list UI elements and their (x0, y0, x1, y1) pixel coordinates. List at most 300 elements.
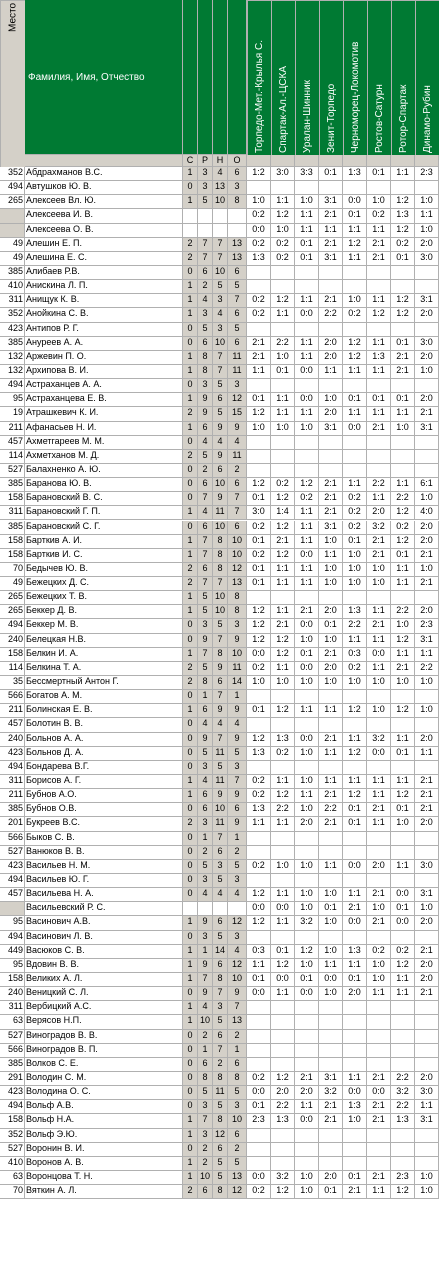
prediction-cell[interactable] (391, 181, 415, 195)
stat-cell[interactable]: 7 (213, 733, 228, 747)
stat-cell[interactable]: 7 (213, 634, 228, 648)
name-cell[interactable]: Атрашкевич К. И. (25, 407, 183, 421)
place-cell[interactable]: 63 (0, 1015, 25, 1029)
stat-cell[interactable]: 11 (228, 365, 247, 379)
name-cell[interactable]: Болотин В. В. (25, 718, 183, 732)
prediction-cell[interactable]: 1:0 (271, 351, 295, 365)
stat-cell[interactable]: 3 (228, 1100, 247, 1114)
prediction-cell[interactable] (367, 761, 391, 775)
prediction-cell[interactable]: 1:2 (391, 195, 415, 209)
stat-cell[interactable]: 10 (228, 648, 247, 662)
prediction-cell[interactable]: 3:1 (415, 1114, 439, 1128)
prediction-cell[interactable]: 0:1 (247, 973, 271, 987)
prediction-cell[interactable]: 1:1 (367, 789, 391, 803)
stat-cell[interactable]: 3 (198, 931, 213, 945)
stat-cell[interactable]: 7 (198, 252, 213, 266)
prediction-cell[interactable]: 2:1 (367, 535, 391, 549)
prediction-cell[interactable]: 1:1 (367, 634, 391, 648)
stat-cell[interactable]: 7 (228, 492, 247, 506)
prediction-cell[interactable] (319, 761, 343, 775)
stat-cell[interactable]: 5 (213, 280, 228, 294)
stat-cell[interactable]: 1 (183, 973, 198, 987)
stat-cell[interactable]: 1 (183, 549, 198, 563)
prediction-cell[interactable]: 2:0 (319, 351, 343, 365)
prediction-cell[interactable]: 2:0 (415, 1072, 439, 1086)
name-cell[interactable]: Беккер М. В. (25, 619, 183, 633)
prediction-cell[interactable] (343, 1157, 367, 1171)
stat-cell[interactable]: 2 (183, 662, 198, 676)
name-cell[interactable]: Ануреев А. А. (25, 337, 183, 351)
prediction-cell[interactable] (319, 591, 343, 605)
prediction-cell[interactable]: 1:2 (391, 308, 415, 322)
prediction-cell[interactable]: 2:1 (295, 605, 319, 619)
prediction-cell[interactable]: 0:1 (391, 803, 415, 817)
prediction-cell[interactable]: 0:1 (391, 252, 415, 266)
prediction-cell[interactable] (367, 323, 391, 337)
name-cell[interactable]: Бедычев Ю. В. (25, 563, 183, 577)
place-cell[interactable]: 132 (0, 365, 25, 379)
prediction-cell[interactable]: 1:1 (343, 224, 367, 238)
prediction-cell[interactable] (415, 280, 439, 294)
prediction-cell[interactable]: 1:0 (247, 676, 271, 690)
prediction-cell[interactable]: 0:3 (343, 648, 367, 662)
stat-cell[interactable]: 15 (228, 407, 247, 421)
prediction-cell[interactable]: 3:3 (295, 167, 319, 181)
place-cell[interactable]: 70 (0, 1185, 25, 1199)
prediction-cell[interactable] (271, 1001, 295, 1015)
name-cell[interactable]: Алексеева О. В. (25, 224, 183, 238)
prediction-cell[interactable]: 1:2 (271, 294, 295, 308)
stat-cell[interactable]: 3 (228, 761, 247, 775)
prediction-cell[interactable]: 1:2 (247, 733, 271, 747)
prediction-cell[interactable] (415, 718, 439, 732)
stat-cell[interactable]: 0 (183, 987, 198, 1001)
stat-cell[interactable]: 7 (228, 1001, 247, 1015)
prediction-cell[interactable] (367, 1044, 391, 1058)
prediction-cell[interactable]: 0:1 (391, 393, 415, 407)
prediction-cell[interactable]: 0:2 (247, 549, 271, 563)
name-cell[interactable]: Больнов А. А. (25, 733, 183, 747)
prediction-cell[interactable]: 1:0 (319, 916, 343, 930)
prediction-cell[interactable]: 1:0 (319, 676, 343, 690)
prediction-cell[interactable]: 1:1 (415, 747, 439, 761)
prediction-cell[interactable]: 1:0 (295, 888, 319, 902)
prediction-cell[interactable]: 1:0 (319, 577, 343, 591)
place-cell[interactable]: 494 (0, 619, 25, 633)
stat-cell[interactable]: 8 (213, 563, 228, 577)
stat-cell[interactable]: 6 (213, 959, 228, 973)
place-cell[interactable]: 494 (0, 379, 25, 393)
place-cell[interactable]: 494 (0, 874, 25, 888)
name-cell[interactable]: Бондарева В.Г. (25, 761, 183, 775)
stat-cell[interactable]: 6 (228, 803, 247, 817)
prediction-cell[interactable]: 2:1 (271, 535, 295, 549)
stat-cell[interactable]: 5 (213, 407, 228, 421)
stat-cell[interactable]: 2 (228, 1030, 247, 1044)
stat-cell[interactable]: 6 (213, 676, 228, 690)
prediction-cell[interactable] (415, 464, 439, 478)
stat-cell[interactable]: 3 (198, 167, 213, 181)
prediction-cell[interactable] (367, 591, 391, 605)
prediction-cell[interactable] (271, 436, 295, 450)
prediction-cell[interactable]: 3:2 (319, 1086, 343, 1100)
prediction-cell[interactable] (271, 690, 295, 704)
stat-cell[interactable]: 11 (228, 662, 247, 676)
stat-cell[interactable]: 3 (198, 308, 213, 322)
name-cell[interactable]: Васюков С. В. (25, 945, 183, 959)
place-cell[interactable]: 132 (0, 351, 25, 365)
prediction-cell[interactable]: 1:0 (367, 973, 391, 987)
place-cell[interactable]: 158 (0, 492, 25, 506)
prediction-cell[interactable]: 2:1 (319, 506, 343, 520)
stat-cell[interactable]: 9 (213, 662, 228, 676)
name-cell[interactable]: Баранова Ю. В. (25, 478, 183, 492)
stat-cell[interactable] (198, 902, 213, 916)
prediction-cell[interactable]: 1:2 (271, 789, 295, 803)
prediction-cell[interactable]: 0:1 (271, 945, 295, 959)
name-cell[interactable]: Вяткин А. Л. (25, 1185, 183, 1199)
stat-cell[interactable]: 9 (198, 916, 213, 930)
prediction-cell[interactable]: 1:0 (295, 959, 319, 973)
prediction-cell[interactable] (247, 464, 271, 478)
prediction-cell[interactable] (391, 931, 415, 945)
stat-cell[interactable]: 8 (228, 195, 247, 209)
stat-cell[interactable]: 6 (228, 167, 247, 181)
prediction-cell[interactable]: 2:1 (367, 1114, 391, 1128)
prediction-cell[interactable]: 1:0 (247, 422, 271, 436)
name-cell[interactable]: Анискина Л. П. (25, 280, 183, 294)
stat-cell[interactable]: 6 (228, 1058, 247, 1072)
prediction-cell[interactable]: 0:2 (343, 506, 367, 520)
name-cell[interactable]: Васильев Н. М. (25, 860, 183, 874)
prediction-cell[interactable]: 0:0 (391, 916, 415, 930)
prediction-cell[interactable] (319, 832, 343, 846)
prediction-cell[interactable] (343, 266, 367, 280)
name-cell[interactable]: Борисов А. Г. (25, 775, 183, 789)
prediction-cell[interactable]: 1:0 (295, 422, 319, 436)
name-cell[interactable]: Вольф А.В. (25, 1100, 183, 1114)
stat-cell[interactable]: 11 (228, 351, 247, 365)
prediction-cell[interactable] (391, 266, 415, 280)
name-cell[interactable]: Вольф Н.А. (25, 1114, 183, 1128)
stat-cell[interactable]: 6 (213, 846, 228, 860)
name-cell[interactable]: Воронов А. В. (25, 1157, 183, 1171)
prediction-cell[interactable]: 0:0 (271, 973, 295, 987)
prediction-cell[interactable] (367, 846, 391, 860)
place-cell[interactable]: 95 (0, 959, 25, 973)
stat-cell[interactable]: 5 (198, 323, 213, 337)
stat-cell[interactable]: 0 (183, 733, 198, 747)
prediction-cell[interactable]: 1:0 (415, 704, 439, 718)
name-cell[interactable]: Алексеева И. В. (25, 209, 183, 223)
prediction-cell[interactable]: 0:0 (247, 648, 271, 662)
prediction-cell[interactable]: 0:2 (271, 747, 295, 761)
prediction-cell[interactable]: 1:1 (295, 209, 319, 223)
prediction-cell[interactable]: 1:1 (295, 577, 319, 591)
prediction-cell[interactable]: 2:0 (415, 308, 439, 322)
stat-cell[interactable]: 9 (198, 393, 213, 407)
stat-cell[interactable]: 5 (213, 619, 228, 633)
name-cell[interactable]: Верясов Н.П. (25, 1015, 183, 1029)
prediction-cell[interactable]: 0:1 (343, 393, 367, 407)
stat-cell[interactable]: 3 (198, 619, 213, 633)
prediction-cell[interactable] (415, 832, 439, 846)
place-cell[interactable]: 423 (0, 747, 25, 761)
prediction-cell[interactable]: 1:0 (295, 775, 319, 789)
stat-cell[interactable]: 10 (228, 973, 247, 987)
stat-cell[interactable]: 5 (213, 1100, 228, 1114)
stat-cell[interactable] (198, 209, 213, 223)
prediction-cell[interactable]: 1:1 (391, 563, 415, 577)
prediction-cell[interactable] (319, 718, 343, 732)
stat-cell[interactable]: 6 (198, 337, 213, 351)
stat-cell[interactable]: 12 (228, 393, 247, 407)
prediction-cell[interactable] (247, 846, 271, 860)
prediction-cell[interactable] (343, 464, 367, 478)
prediction-cell[interactable]: 0:2 (367, 209, 391, 223)
prediction-cell[interactable] (247, 874, 271, 888)
stat-cell[interactable]: 5 (198, 591, 213, 605)
prediction-cell[interactable] (295, 181, 319, 195)
stat-cell[interactable]: 6 (198, 563, 213, 577)
prediction-cell[interactable] (319, 1044, 343, 1058)
name-cell[interactable]: Антипов Р. Г. (25, 323, 183, 337)
stat-cell[interactable]: 10 (228, 535, 247, 549)
prediction-cell[interactable] (271, 591, 295, 605)
prediction-cell[interactable] (247, 832, 271, 846)
prediction-cell[interactable] (271, 832, 295, 846)
prediction-cell[interactable] (271, 464, 295, 478)
prediction-cell[interactable] (319, 1129, 343, 1143)
prediction-cell[interactable]: 1:1 (391, 577, 415, 591)
prediction-cell[interactable] (343, 761, 367, 775)
place-cell[interactable]: 158 (0, 648, 25, 662)
prediction-cell[interactable] (319, 464, 343, 478)
stat-cell[interactable] (183, 224, 198, 238)
prediction-cell[interactable]: 1:3 (391, 209, 415, 223)
prediction-cell[interactable]: 1:1 (343, 959, 367, 973)
stat-cell[interactable]: 5 (213, 1171, 228, 1185)
prediction-cell[interactable] (415, 874, 439, 888)
prediction-cell[interactable] (415, 1001, 439, 1015)
prediction-cell[interactable]: 0:1 (391, 337, 415, 351)
place-cell[interactable]: 494 (0, 181, 25, 195)
prediction-cell[interactable] (343, 379, 367, 393)
stat-cell[interactable]: 1 (183, 506, 198, 520)
name-cell[interactable]: Алибаев Р.В. (25, 266, 183, 280)
prediction-cell[interactable]: 0:2 (247, 775, 271, 789)
prediction-cell[interactable]: 1:1 (367, 775, 391, 789)
prediction-cell[interactable] (367, 690, 391, 704)
prediction-cell[interactable] (271, 450, 295, 464)
prediction-cell[interactable]: 1:0 (415, 1185, 439, 1199)
prediction-cell[interactable]: 1:1 (343, 888, 367, 902)
prediction-cell[interactable] (367, 1157, 391, 1171)
prediction-cell[interactable]: 2:1 (319, 478, 343, 492)
stat-cell[interactable]: 4 (213, 436, 228, 450)
prediction-cell[interactable]: 2:3 (415, 619, 439, 633)
prediction-cell[interactable]: 0:1 (247, 1100, 271, 1114)
prediction-cell[interactable]: 0:2 (343, 492, 367, 506)
prediction-cell[interactable]: 1:1 (295, 506, 319, 520)
stat-cell[interactable]: 6 (228, 521, 247, 535)
prediction-cell[interactable]: 1:0 (319, 393, 343, 407)
prediction-cell[interactable]: 3:0 (247, 506, 271, 520)
prediction-cell[interactable]: 1:0 (295, 195, 319, 209)
prediction-cell[interactable]: 0:2 (271, 478, 295, 492)
prediction-cell[interactable]: 1:2 (247, 619, 271, 633)
name-cell[interactable]: Аржевин П. О. (25, 351, 183, 365)
prediction-cell[interactable]: 0:0 (247, 1171, 271, 1185)
prediction-cell[interactable]: 1:1 (367, 294, 391, 308)
prediction-cell[interactable] (343, 591, 367, 605)
name-cell[interactable]: Бежецких Д. С. (25, 577, 183, 591)
prediction-cell[interactable]: 1:1 (319, 860, 343, 874)
prediction-cell[interactable]: 1:0 (271, 860, 295, 874)
prediction-cell[interactable]: 1:1 (271, 407, 295, 421)
prediction-cell[interactable]: 1:1 (367, 337, 391, 351)
prediction-cell[interactable]: 2:1 (367, 916, 391, 930)
stat-cell[interactable]: 0 (183, 521, 198, 535)
name-cell[interactable]: Володина О. С. (25, 1086, 183, 1100)
prediction-cell[interactable] (415, 181, 439, 195)
prediction-cell[interactable] (391, 832, 415, 846)
stat-cell[interactable]: 3 (198, 874, 213, 888)
stat-cell[interactable]: 1 (183, 945, 198, 959)
prediction-cell[interactable] (415, 323, 439, 337)
stat-cell[interactable]: 1 (183, 1129, 198, 1143)
prediction-cell[interactable]: 3:1 (415, 422, 439, 436)
stat-cell[interactable]: 8 (213, 1072, 228, 1086)
stat-cell[interactable]: 5 (213, 931, 228, 945)
stat-cell[interactable]: 10 (198, 1171, 213, 1185)
prediction-cell[interactable]: 0:1 (319, 167, 343, 181)
prediction-cell[interactable]: 1:0 (343, 294, 367, 308)
stat-cell[interactable]: 0 (183, 761, 198, 775)
prediction-cell[interactable]: 1:1 (319, 959, 343, 973)
place-cell[interactable]: 385 (0, 803, 25, 817)
prediction-cell[interactable]: 2:1 (319, 492, 343, 506)
prediction-cell[interactable]: 2:0 (415, 238, 439, 252)
stat-cell[interactable]: 9 (198, 733, 213, 747)
prediction-cell[interactable] (391, 280, 415, 294)
prediction-cell[interactable]: 1:2 (295, 945, 319, 959)
prediction-cell[interactable]: 2:2 (391, 1072, 415, 1086)
prediction-cell[interactable]: 0:1 (319, 619, 343, 633)
place-cell[interactable]: 63 (0, 1171, 25, 1185)
stat-cell[interactable]: 13 (228, 1171, 247, 1185)
prediction-cell[interactable] (295, 266, 319, 280)
prediction-cell[interactable]: 1:1 (415, 1100, 439, 1114)
prediction-cell[interactable]: 2:2 (343, 619, 367, 633)
place-cell[interactable]: 291 (0, 1072, 25, 1086)
prediction-cell[interactable]: 1:1 (415, 648, 439, 662)
prediction-cell[interactable] (415, 591, 439, 605)
prediction-cell[interactable]: 1:0 (295, 676, 319, 690)
prediction-cell[interactable]: 1:0 (367, 704, 391, 718)
stat-cell[interactable]: 10 (213, 337, 228, 351)
prediction-cell[interactable] (391, 690, 415, 704)
prediction-cell[interactable]: 1:2 (295, 478, 319, 492)
stat-cell[interactable]: 1 (228, 832, 247, 846)
stat-cell[interactable]: 0 (183, 1086, 198, 1100)
stat-cell[interactable]: 0 (183, 464, 198, 478)
prediction-cell[interactable]: 2:0 (319, 605, 343, 619)
prediction-cell[interactable]: 1:2 (391, 1185, 415, 1199)
stat-cell[interactable]: 10 (213, 803, 228, 817)
prediction-cell[interactable] (247, 181, 271, 195)
prediction-cell[interactable]: 0:2 (391, 521, 415, 535)
prediction-cell[interactable] (319, 1001, 343, 1015)
stat-cell[interactable]: 9 (228, 634, 247, 648)
prediction-cell[interactable] (391, 1015, 415, 1029)
stat-cell[interactable]: 0 (183, 846, 198, 860)
place-cell[interactable]: 265 (0, 591, 25, 605)
prediction-cell[interactable] (271, 266, 295, 280)
prediction-cell[interactable] (247, 1001, 271, 1015)
prediction-cell[interactable]: 0:2 (247, 789, 271, 803)
prediction-cell[interactable]: 1:0 (247, 195, 271, 209)
stat-cell[interactable]: 0 (183, 478, 198, 492)
stat-cell[interactable]: 4 (228, 436, 247, 450)
stat-cell[interactable]: 1 (183, 704, 198, 718)
stat-cell[interactable]: 9 (198, 987, 213, 1001)
stat-cell[interactable]: 7 (213, 832, 228, 846)
prediction-cell[interactable]: 0:0 (367, 1086, 391, 1100)
prediction-cell[interactable] (391, 323, 415, 337)
place-cell[interactable]: 114 (0, 662, 25, 676)
prediction-cell[interactable] (295, 1157, 319, 1171)
prediction-cell[interactable]: 2:2 (391, 492, 415, 506)
prediction-cell[interactable] (367, 379, 391, 393)
prediction-cell[interactable]: 2:2 (391, 605, 415, 619)
prediction-cell[interactable]: 2:0 (343, 987, 367, 1001)
prediction-cell[interactable]: 1:1 (295, 224, 319, 238)
stat-cell[interactable]: 7 (213, 238, 228, 252)
prediction-cell[interactable] (295, 464, 319, 478)
name-cell[interactable]: Белкин И. А. (25, 648, 183, 662)
prediction-cell[interactable] (343, 718, 367, 732)
prediction-cell[interactable]: 0:0 (295, 662, 319, 676)
stat-cell[interactable]: 1 (183, 916, 198, 930)
stat-cell[interactable]: 1 (183, 422, 198, 436)
stat-cell[interactable]: 5 (228, 860, 247, 874)
prediction-cell[interactable]: 2:1 (415, 945, 439, 959)
stat-cell[interactable]: 13 (228, 238, 247, 252)
prediction-cell[interactable]: 0:1 (295, 973, 319, 987)
prediction-cell[interactable] (271, 718, 295, 732)
prediction-cell[interactable] (391, 1157, 415, 1171)
stat-cell[interactable]: 0 (183, 619, 198, 633)
stat-cell[interactable]: 3 (213, 294, 228, 308)
prediction-cell[interactable]: 1:0 (271, 676, 295, 690)
prediction-cell[interactable]: 0:0 (319, 973, 343, 987)
stat-cell[interactable]: 8 (213, 1185, 228, 1199)
stat-cell[interactable]: 3 (198, 181, 213, 195)
stat-cell[interactable]: 7 (198, 492, 213, 506)
prediction-cell[interactable]: 2:1 (391, 662, 415, 676)
prediction-cell[interactable]: 2:1 (319, 648, 343, 662)
prediction-cell[interactable] (391, 1001, 415, 1015)
name-cell[interactable]: Беккер Д. В. (25, 605, 183, 619)
prediction-cell[interactable] (391, 591, 415, 605)
name-cell[interactable]: Алешина Е. С. (25, 252, 183, 266)
name-cell[interactable]: Воронин В. И. (25, 1143, 183, 1157)
stat-cell[interactable] (213, 209, 228, 223)
stat-cell[interactable]: 8 (228, 1072, 247, 1086)
prediction-cell[interactable]: 2:2 (271, 1100, 295, 1114)
prediction-cell[interactable]: 2:1 (415, 577, 439, 591)
